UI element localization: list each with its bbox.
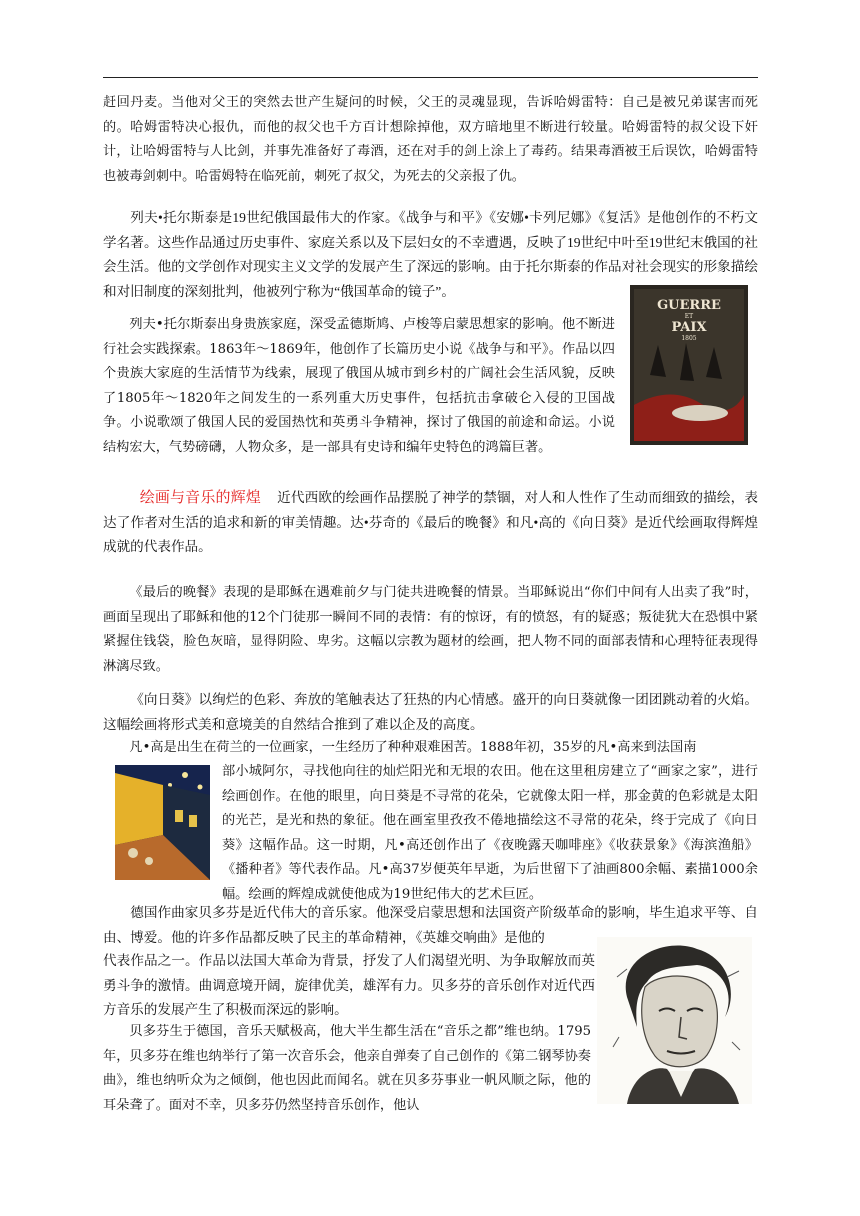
- paragraph-hamlet-ending: 赶回丹麦。当他对父王的突然去世产生疑问的时候，父王的灵魂显现，告诉哈姆雷特：自己是被兄弟谋害而死的。哈姆雷特决心报仇，而他的叔父也千方百计想除掉他，双方暗地里不断进行较量。哈姆雷特的叔父设下奸计，让哈姆雷特与人比剑，并事先准备好了毒酒，还在对手的剑上涂上了毒药。结果毒酒被王后误饮，哈姆雷特也被毒剑刺中。哈雷姆特在临死前，刺死了叔父，为死去的父亲报了仇。: [103, 95, 758, 184]
- war-and-peace-poster-image: [630, 285, 748, 445]
- poster-subtitle-text: PAIX: [671, 320, 707, 335]
- poster-title-text: GUERRE: [657, 298, 721, 313]
- header-rule: [103, 77, 758, 78]
- paragraph-painting-intro: [103, 486, 758, 560]
- paragraph-beethoven-intro-rest: 代表作品之一。作品以法国大革命为背景，抒发了人们渴望光明、为争取解放而英勇斗争的激情。曲调意境开阔，旋律优美，雄浑有力。贝多芬的音乐创作对近代西方音乐的发展产生了积极而深远的影响。: [103, 953, 595, 1018]
- paragraph-beethoven-detail: 贝多芬生于德国，音乐天赋极高，他大半生都生活在“音乐之都”维也纳。1795年，贝多芬在维也纳举行了第一次音乐会，他亲自弹奏了自己创作的《第二钢琴协奏曲》，维也纳听众为之倾倒，他也因此而闻名。就在贝多芬事业一帆风顺之际，他的耳朵聋了。面对不幸，贝多芬仍然坚持音乐创作，他认: [103, 1024, 591, 1113]
- paragraph-tolstoy-detail: 列夫•托尔斯泰出身贵族家庭，深受孟德斯鸠、卢梭等启蒙思想家的影响。他不断进行社会实践探索。1863年～1869年，他创作了长篇历史小说《战争与和平》。作品以四个贵族大家庭的生活情节为线索，展现了俄国从城市到乡村的广阔社会生活风貌，反映了1805年～1820年之间发生的一系列重大历史事件，包括抗击拿破仑入侵的卫国战争。小说歌颂了俄国人民的爱国热忱和英勇斗争精神，探讨了俄国的前途和命运。小说结构宏大，气势磅礴，人物众多，是一部具有史诗和编年史特色的鸿篇巨著。: [103, 317, 615, 455]
- paragraph-sunflowers: 《向日葵》以绚烂的色彩、奔放的笔触表达了狂热的内心情感。盛开的向日葵就像一团团跳动着的火焰。这幅绘画将形式美和意境美的自然结合推到了难以企及的高度。: [103, 692, 758, 732]
- poster-year-text: 1805: [681, 335, 697, 342]
- paragraph-tolstoy-intro: 列夫•托尔斯泰是19世纪俄国最伟大的作家。《战争与和平》《安娜•卡列尼娜》《复活》是他创作的不朽文学名著。这些作品通过历史事件、家庭关系以及下层妇女的不幸遭遇，反映了19世纪中叶至19世纪末俄国的社会生活。他的文学创作对现实主义文学的发展产生了深远的影响。由于托尔斯泰的作品对社会现实的形象描绘和对旧制度的深刻批判，他被列宁称为“俄国革命的镜子”。: [103, 210, 758, 299]
- painting-intro-text: 近代西欧的绘画作品摆脱了神学的禁锢，对人和人性作了生动而细致的描绘，表达了作者对生活的追求和新的审美情趣。达•芬奇的《最后的晚餐》和凡•高的《向日葵》是近代绘画取得辉煌成就的代表作品。: [103, 490, 758, 555]
- paragraph-van-gogh-body: 部小城阿尔，寻找他向往的灿烂阳光和无垠的农田。他在这里租房建立了“画家之家”，进行绘画创作。在他的眼里，向日葵是不寻常的花朵，它就像太阳一样，那金黄的色彩就是太阳的光芒，是光和热的象征。他在画室里孜孜不倦地描绘这不寻常的花朵，终于完成了《向日葵》这幅作品。这一时期，凡•高还创作出了《夜晚露天咖啡座》《收获景象》《海滨渔船》《播种者》等代表作品。凡•高37岁便英年早逝，为后世留下了油画800余幅、素描1000余幅。绘画的辉煌成就使他成为19世纪伟大的艺术巨匠。: [222, 764, 758, 902]
- beethoven-portrait-image: [597, 937, 752, 1104]
- section-heading-painting-music: 绘画与音乐的辉煌: [139, 489, 261, 506]
- cafe-terrace-at-night-image: [115, 765, 210, 880]
- poster-et-text: ET: [684, 313, 694, 320]
- paragraph-beethoven-intro-top: 德国作曲家贝多芬是近代伟大的音乐家。他深受启蒙思想和法国资产阶级革命的影响，毕生追求平等、自由、博爱。他的许多作品都反映了民主的革命精神，《英雄交响曲》是他的: [103, 905, 758, 945]
- paragraph-van-gogh-first-line: 凡•高是出生在荷兰的一位画家，一生经历了种种艰难困苦。1888年初，35岁的凡•高来到法国南: [129, 740, 697, 755]
- paragraph-last-supper: 《最后的晚餐》表现的是耶稣在遇难前夕与门徒共进晚餐的情景。当耶稣说出“你们中间有人出卖了我”时，画面呈现出了耶稣和他的12个门徒那一瞬间不同的表情：有的惊讶，有的愤怒，有的疑惑；叛徒犹大在恐惧中紧紧握住钱袋，脸色灰暗，显得阴险、卑劣。这幅以宗教为题材的绘画，把人物不同的面部表情和心理特征表现得淋漓尽致。: [103, 585, 758, 674]
